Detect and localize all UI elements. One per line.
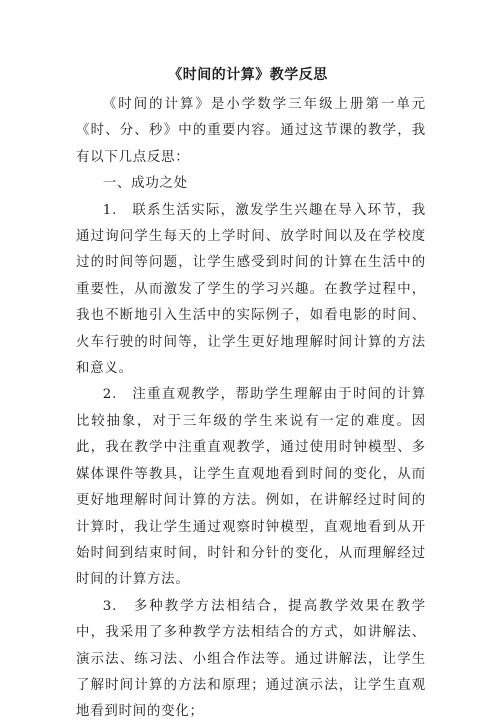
section-heading-success: 一、成功之处 [102, 176, 188, 192]
document-title: 《时间的计算》教学反思 [168, 67, 328, 83]
document-body [76, 92, 426, 726]
point-2-paragraph: 2. 注重直观教学，帮助学生理解由于时间的计算比较抽象，对于三年级的学生来说有一定的难度。因此，我在教学中注重直观教学，通过使用时钟模型、多媒体课件等教具，让学生直观地看到时间的变化，从而更好地理解时间计算的方法。例如，在讲解经过时间的计算时，我让学生通过观察时钟模型，直观地看到从开始时间到结束时间，时针和分针的变化，从而理解经过时间的计算方法。 [76, 387, 426, 588]
intro-paragraph: 《时间的计算》是小学数学三年级上册第一单元《时、分、秒》中的重要内容。通过这节课的教学，我有以下几点反思： [76, 97, 426, 165]
point-3-paragraph: 3. 多种教学方法相结合，提高教学效果在教学中，我采用了多种教学方法相结合的方式，如讲解法、演示法、练习法、小组合作法等。通过讲解法，让学生了解时间计算的方法和原理；通过演示法，让学生直观地看到时间的变化； [76, 598, 426, 720]
point-1-paragraph: 1. 联系生活实际，激发学生兴趣在导入环节，我通过询问学生每天的上学时间、放学时间以及在学校度过的时间等问题，让学生感受到时间的计算在生活中的重要性，从而激发了学生的学习兴趣。在教学过程中，我也不断地引入生活中的实际例子，如看电影的时间、火车行驶的时间等，让学生更好地理解时间计算的方法和意义。 [76, 202, 426, 377]
